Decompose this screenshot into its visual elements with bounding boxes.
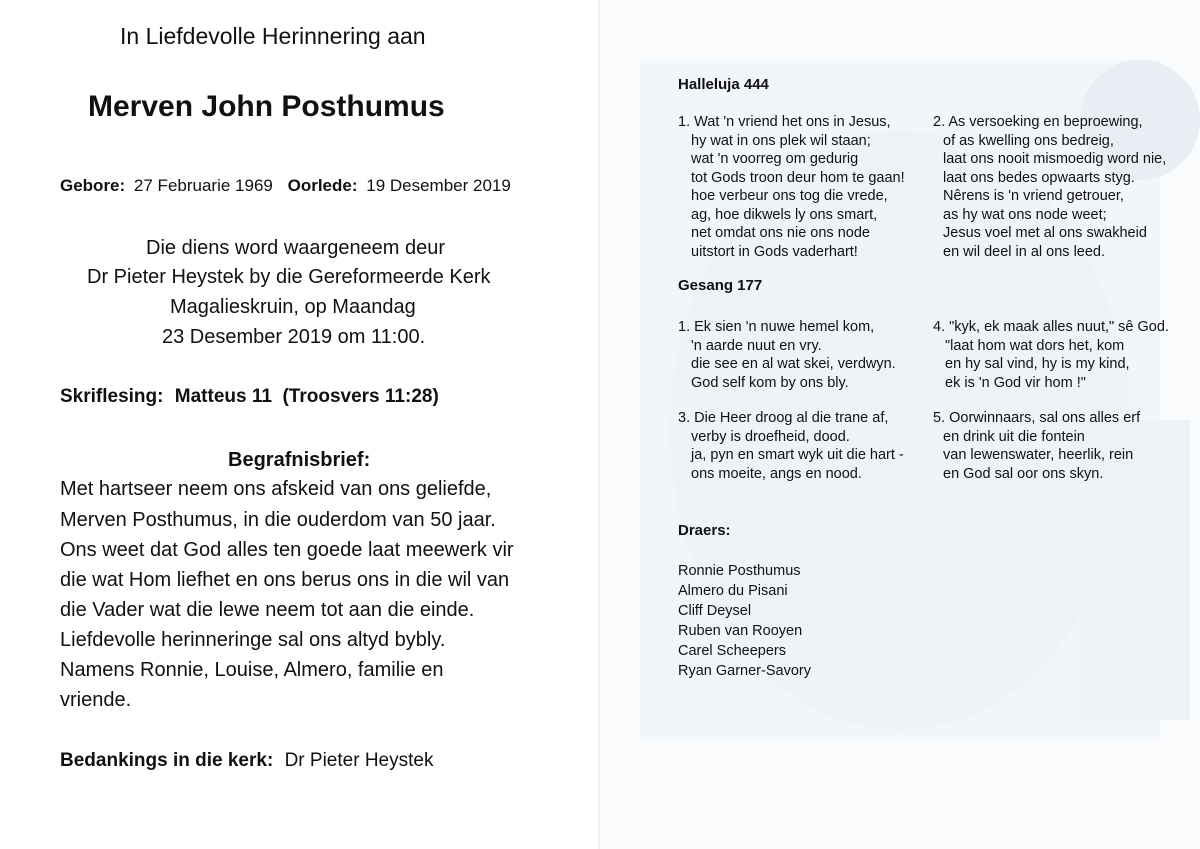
letter-line: vriende. <box>60 689 132 711</box>
bearers-list <box>678 561 811 681</box>
verse-line: die see en al wat skei, verdwyn. <box>691 356 896 372</box>
right-page <box>600 0 1200 849</box>
born-date: 27 Februarie 1969 <box>133 176 273 195</box>
born-label: Gebore: <box>60 176 126 195</box>
scripture-reading <box>60 383 439 411</box>
dates-line <box>60 175 511 197</box>
verse-line: hy wat in ons plek wil staan; <box>691 132 871 149</box>
bearer-name: Carel Scheepers <box>678 643 786 659</box>
letter-line: die wat Hom liefhet en ons berus ons in die wil van <box>60 569 510 591</box>
verse-line: 5. Oorwinnaars, sal ons alles erf <box>933 410 1141 426</box>
verse-line: ag, hoe dikwels ly ons smart, <box>691 206 878 223</box>
letter-title: Begrafnisbrief: <box>228 449 371 471</box>
hymn2-title: Gesang 177 <box>678 277 763 294</box>
service-line: 23 Desember 2019 om 11:00. <box>162 326 426 348</box>
died-date: 19 Desember 2019 <box>366 176 511 195</box>
hymn2-verse3 <box>678 409 904 483</box>
bearer-name: Almero du Pisani <box>678 583 788 599</box>
hymn2-verse1 <box>678 318 896 392</box>
verse-line: ja, pyn en smart wyk uit die hart - <box>691 447 904 463</box>
bearer-name: Cliff Deysel <box>678 603 752 619</box>
verse-line: 1. Wat 'n vriend het ons in Jesus, <box>678 114 891 130</box>
service-line: Die diens word waargeneem deur <box>146 237 446 259</box>
verse-line: laat ons nooit mismoedig word nie, <box>943 151 1167 167</box>
verse-line: 1. Ek sien 'n nuwe hemel kom, <box>678 319 875 335</box>
verse-line: of as kwelling ons bedreig, <box>943 132 1114 149</box>
hymn1-title: Halleluja 444 <box>678 76 769 93</box>
bearer-name: Ruben van Rooyen <box>678 623 803 639</box>
scripture-label: Skriflesing: <box>60 386 164 407</box>
letter-line: Merven Posthumus, in die ouderdom van 50 jaar. <box>60 509 496 531</box>
verse-line: en wil deel in al ons leed. <box>943 243 1106 260</box>
verse-line: as hy wat ons node weet; <box>943 206 1107 223</box>
letter-line: Namens Ronnie, Louise, Almero, familie en <box>60 659 444 681</box>
memorial-heading: In Liefdevolle Herinnering aan <box>120 23 426 49</box>
hymn2-verse5 <box>933 409 1140 483</box>
bearer-name: Ronnie Posthumus <box>678 563 801 579</box>
verse-line: ek is 'n God vir hom !" <box>945 374 1086 391</box>
scripture-value: Matteus 11 (Troosvers 11:28) <box>174 386 439 407</box>
verse-line: en hy sal vind, hy is my kind, <box>945 356 1130 372</box>
verse-line: Nêrens is 'n vriend getrouer, <box>943 188 1124 204</box>
hymn1-verse2 <box>933 113 1166 261</box>
verse-line: net omdat ons nie ons node <box>691 225 870 241</box>
bearers-title: Draers: <box>678 522 731 539</box>
verse-line: 'n aarde nuut en vry. <box>691 337 822 354</box>
thanks-label: Bedankings in die kerk: <box>60 750 274 771</box>
verse-line: wat 'n voorreg om gedurig <box>691 151 859 167</box>
died-label: Oorlede: <box>287 176 358 195</box>
thanks-value: Dr Pieter Heystek <box>284 750 434 771</box>
bearer-name: Ryan Garner-Savory <box>678 663 811 679</box>
letter-line: die Vader wat die lewe neem tot aan die einde. <box>60 599 475 621</box>
hymn2-verse4 <box>933 318 1169 392</box>
letter-line: Met hartseer neem ons afskeid van ons geliefde, <box>60 478 492 500</box>
verse-line: laat ons bedes opwaarts styg. <box>943 169 1135 186</box>
verse-line: uitstort in Gods vaderhart! <box>691 243 858 260</box>
verse-line: van lewenswater, heerlik, rein <box>943 447 1134 463</box>
verse-line: 4. "kyk, ek maak alles nuut," sê God. <box>933 319 1169 335</box>
verse-line: en drink uit die fontein <box>943 428 1085 445</box>
verse-line: 3. Die Heer droog al die trane af, <box>678 410 889 426</box>
deceased-name: Merven John Posthumus <box>88 90 445 123</box>
verse-line: God self kom by ons bly. <box>691 374 849 391</box>
service-line: Magalieskruin, op Maandag <box>170 296 416 318</box>
thanks-line <box>60 748 433 774</box>
verse-line: Jesus voel met al ons swakheid <box>943 225 1147 241</box>
verse-line: verby is droefheid, dood. <box>691 428 850 445</box>
verse-line: hoe verbeur ons tog die vrede, <box>691 188 888 204</box>
hymn1-verse1 <box>678 113 905 261</box>
verse-line: tot Gods troon deur hom te gaan! <box>691 169 905 186</box>
letter-line: Liefdevolle herinneringe sal ons altyd bybly. <box>60 629 446 651</box>
letter-line: Ons weet dat God alles ten goede laat meewerk vir <box>60 539 514 561</box>
service-line: Dr Pieter Heystek by die Gereformeerde Kerk <box>87 266 491 288</box>
verse-line: en God sal oor ons skyn. <box>943 465 1104 482</box>
verse-line: "laat hom wat dors het, kom <box>945 337 1125 354</box>
verse-line: ons moeite, angs en nood. <box>691 465 862 482</box>
verse-line: 2. As versoeking en beproewing, <box>933 114 1143 130</box>
